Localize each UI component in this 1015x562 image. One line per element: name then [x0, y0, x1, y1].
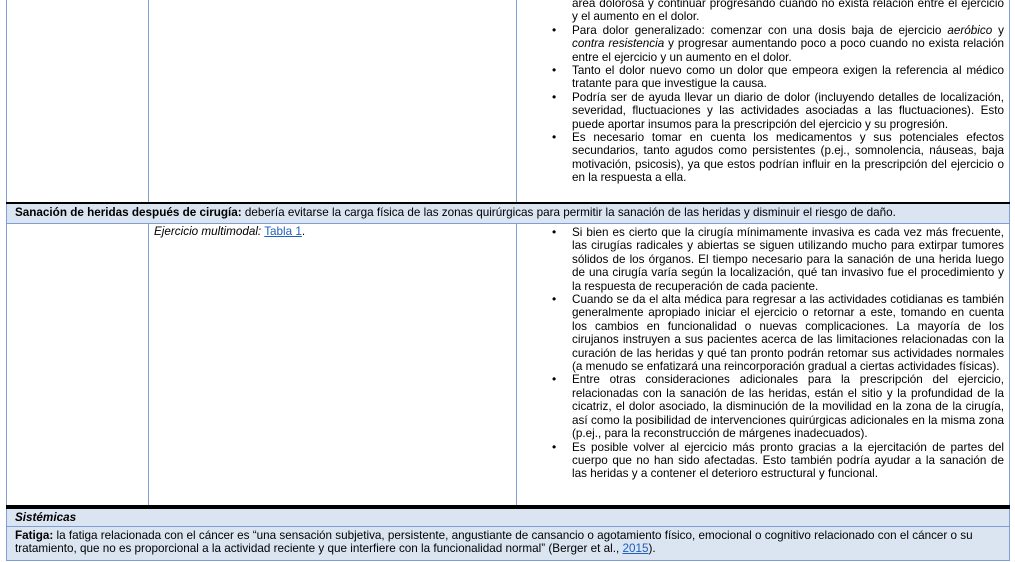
condition-cell: [7, 224, 149, 508]
exercise-cell: [149, 224, 517, 508]
list-item: • Es necesario tomar en cuenta los medicamentos y sus potenciales efectos secundarios, tanto agudos como persistentes (p.ej., somnolencia, náuseas, baja motivación, psicosis), ya que estos podrían influir en la prescripción del ejercicio o en la respuesta a ella.: [522, 131, 1004, 185]
pain-considerations-list: [522, 0, 1004, 185]
list-item: • Podría ser de ayuda llevar un diario de dolor (incluyendo detalles de localización, severidad, fluctuaciones y las actividades asociadas a las fluctuaciones). Esto puede aportar insumos para la prescripción del ejercicio y su progresión.: [522, 91, 1004, 131]
section-description: debería evitarse la carga física de las zonas quirúrgicas para permitir la sanación de las heridas y disminuir el riesgo de daño.: [241, 206, 896, 219]
wound-healing-header: [7, 203, 1010, 224]
emphasis-text: contra resistencia: [572, 37, 665, 51]
fatiga-row: [7, 527, 1010, 561]
sistemicas-header-row: [7, 507, 1010, 527]
wound-healing-row: [7, 224, 1010, 508]
wound-considerations-list: [522, 226, 1004, 481]
emphasis-text: aeróbico: [947, 23, 993, 37]
text-segment: y progresar aumentando poco a poco cuando no exista relación entre el ejercicio y un aumento en el dolor.: [572, 37, 1004, 64]
list-item: • Tanto el dolor nuevo como un dolor que empeora exigen la referencia al médico tratante para que investigue la causa.: [522, 64, 1004, 91]
exercise-guidelines-table: [6, 0, 1010, 561]
list-item: área dolorosa y continuar progresando cuando no exista relación entre el ejercicio y el aumento en el dolor.: [572, 0, 1004, 24]
fatiga-description: [7, 527, 1010, 561]
list-item: • Si bien es cierto que la cirugía mínimamente invasiva es cada vez más frecuente, las cirugías radicales y abiertas se siguen utilizando mucho para extirpar tumores sólidos de los órganos. El tiempo necesario para la sanación de una herida luego de una cirugía varía según la localización, qué tan invasivo fue el procedimiento y la respuesta de recuperación de cada paciente.: [522, 226, 1004, 293]
condition-cell: [7, 0, 149, 203]
text-segment: ).: [648, 542, 656, 556]
list-item: • Entre otras consideraciones adicionales para la prescripción del ejercicio, relacionadas con la sanación de las heridas, están el sitio y la profundidad de la cicatriz, el dolor asociado, la disminución de la movilidad en la zona de la cirugía, así como la posibilidad de intervenciones quirúrgicas adicionales en la misma zona (p.ej., para la reconstrucción de márgenes inadecuados).: [522, 373, 1004, 440]
list-item: • Cuando se da el alta médica para regresar a las actividades cotidianas es también generalmente apropiado iniciar el ejercicio o retornar a este, tomando en cuenta los cambios en funcionalidad o nuevas complicaciones. La mayoría de los cirujanos instruyen a sus pacientes acerca de las limitaciones relacionadas con la curación de las heridas y qué tan pronto podrán retomar sus actividades normales (a menudo se enfatizará una reincorporación gradual a ciertas actividades físicas).: [522, 293, 1004, 373]
list-item: [522, 24, 1004, 64]
list-item: • Es posible volver al ejercicio más pronto gracias a la ejercitación de partes del cuerpo que no han sido afectadas. Esto también podría ayudar a la sanación de las heridas y a contener el deterioro estructural y funcional.: [522, 441, 1004, 481]
exercise-cell: [149, 0, 517, 203]
tabla-1-link[interactable]: Tabla 1: [264, 225, 302, 238]
sistemicas-header: [7, 507, 1010, 527]
text-segment: y: [992, 23, 1005, 37]
exercise-label: Ejercicio multimodal:: [154, 225, 262, 238]
text-segment: .: [301, 225, 306, 238]
pain-row: [7, 0, 1010, 203]
section-label: Fatiga:: [15, 529, 54, 542]
section-description: la fatiga relacionada con el cáncer es “una sensación subjetiva, persistente, angustiante de cansancio o agotamiento físico, emocional o cognitivo relacionado con el cáncer o su tratamiento, que no es proporcional a la actividad reciente y que interfiere con la funcionalidad normal” (Berger et al.,: [15, 529, 973, 556]
section-label: Sanación de heridas después de cirugía:: [15, 206, 242, 219]
wound-healing-header-row: [7, 203, 1010, 224]
citation-link[interactable]: 2015: [622, 542, 649, 556]
considerations-cell: [517, 224, 1010, 508]
text-segment: Para dolor generalizado: comenzar con una dosis baja de ejercicio: [572, 23, 948, 37]
considerations-cell: [517, 0, 1010, 203]
section-title: Sistémicas: [15, 511, 77, 524]
